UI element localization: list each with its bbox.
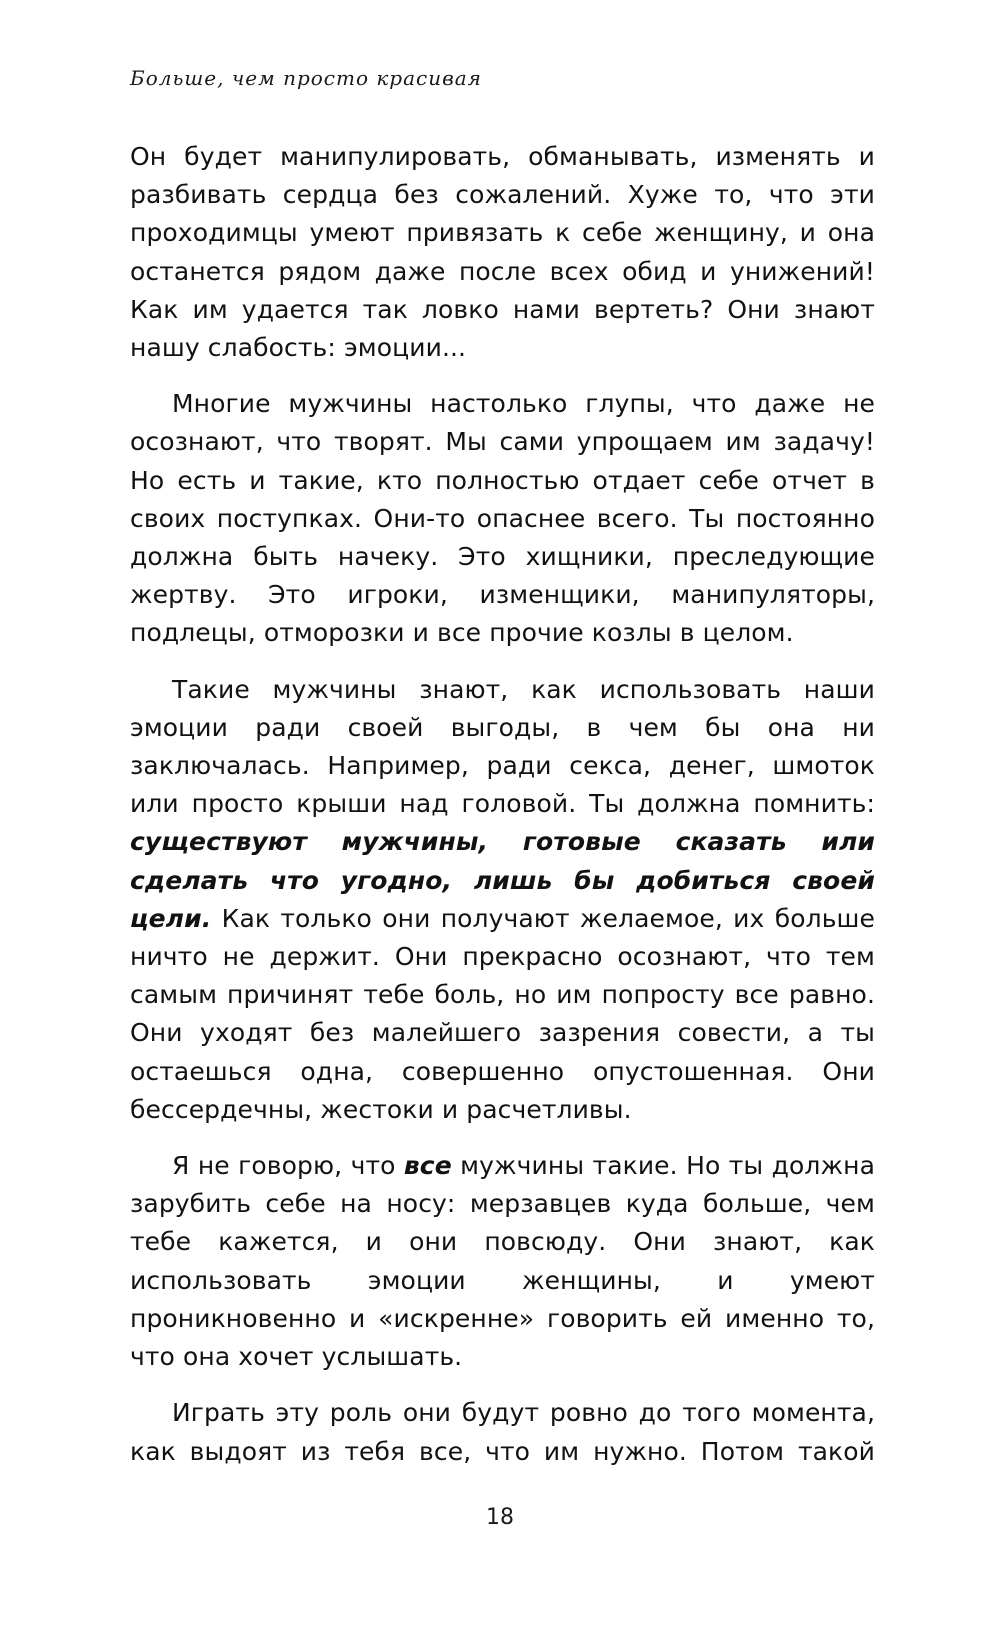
paragraph-4-text-end: мужчины такие. Но ты должна зарубить себе на носу: мерзавцев куда больше, чем тебе кажется, и они повсюду. Они знают, как использовать эмоции женщины, и умеют проникновенно и «искренне» говорить ей именно то, что она хочет услышать.	[130, 1151, 875, 1372]
paragraph-3-text-end: Как только они получают желаемое, их больше ничто не держит. Они прекрасно осознают, что тем самым причинят тебе боль, но им попросту все равно. Они уходят без малейшего зазрения совести, а ты остаешься одна, совершенно опустошенная. Они бессердечны, жестоки и расчетливы.	[130, 903, 875, 1124]
paragraph-2: Многие мужчины настолько глупы, что даже не осознают, что творят. Мы сами упрощаем им задачу! Но есть и такие, кто полностью отдает себе отчет в своих поступках. Они-то опаснее всего. Ты постоянно должна быть начеку. Это хищники, преследующие жертву. Это игроки, изменщики, манипуляторы, подлецы, отморозки и все прочие козлы в целом.	[130, 389, 875, 648]
paragraph-5: Играть эту роль они будут ровно до того момента, как выдоят из тебя все, что им нужно. Потом такой	[130, 1398, 875, 1466]
paragraph-4-text-start: Я не говорю, что	[172, 1151, 404, 1181]
paragraph-3	[130, 671, 875, 1129]
running-head-title: Больше, чем просто красивая	[130, 66, 482, 90]
paragraph-3-text-start: Такие мужчины знают, как использовать наши эмоции ради своей выгоды, в чем бы она ни заключалась. Например, ради секса, денег, шмоток или просто крыши над головой. Ты должна помнить:	[130, 674, 875, 819]
page-number: 18	[486, 1505, 514, 1530]
paragraph-4-emphasis: все	[403, 1151, 452, 1181]
paragraph-1: Он будет манипулировать, обманывать, изменять и разбивать сердца без сожалений. Хуже то, что эти проходимцы умеют привязать к себе женщину, и она останется рядом даже после всех обид и унижений! Как им удается так ловко нами вертеть? Они знают нашу слабость: эмоции...	[130, 142, 875, 363]
paragraph-3-emphasis: существуют мужчины, готовые сказать или сделать что угодно, лишь бы добиться своей цели.	[130, 827, 875, 933]
paragraph-4	[130, 1147, 875, 1376]
body-text	[130, 138, 875, 1489]
